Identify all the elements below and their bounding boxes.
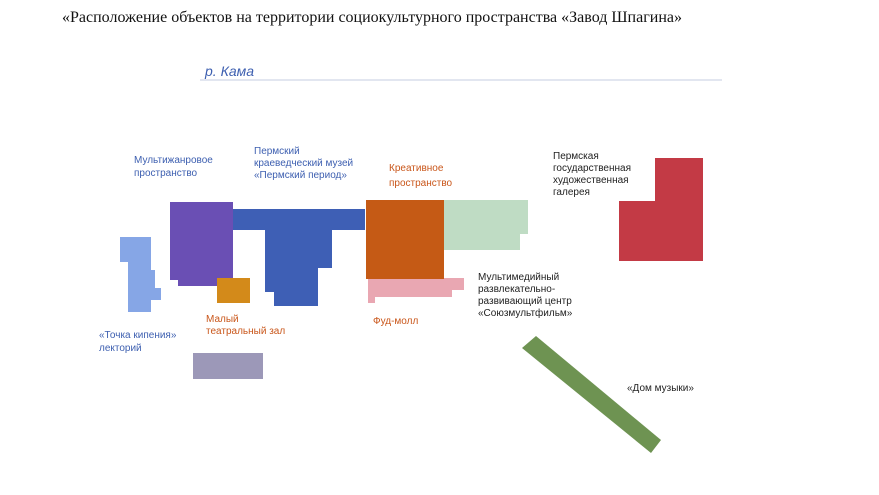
gallery-label-line: галерея [553,187,590,198]
maly-teatr-building [217,278,250,303]
dom-label [627,383,694,394]
multgenre-label-line: пространство [134,168,198,179]
soyuzmult-label-line: развивающий центр [478,296,572,307]
museum-label-line: Пермский [254,146,300,157]
multgenre-label [134,155,213,179]
museum-building [233,209,365,306]
page-title: «Расположение объектов на территории социокультурного пространства «Завод Шпагина» [62,9,682,26]
soyuzmult-label [478,272,573,319]
maly-label [206,314,285,337]
creative-label-line: Креативное [389,163,444,174]
multgenre-label-line: Мультижанровое [134,155,213,166]
soyuzmult-label-line: развлекательно- [478,284,556,295]
museum-label-line: краеведческий музей [254,158,354,169]
gallery-building [619,158,703,261]
creative-label [389,163,453,189]
food-label [373,316,418,327]
soyuzmult-label-line: Мультимедийный [478,272,560,283]
creative-space-building [366,200,444,279]
gallery-label [553,151,631,198]
creative-label-line: пространство [389,178,453,189]
gray-block [193,353,263,379]
dom-label-line: «Дом музыки» [627,383,694,394]
multgenre-building [170,202,233,286]
soyuzmult-building [444,200,528,250]
tochka-label-line: лекторий [99,343,142,354]
dom-muzyki-building [522,336,661,453]
tochka-label-line: «Точка кипения» [99,330,177,341]
maly-label-line: театральный зал [206,326,286,337]
maly-label-line: Малый [206,314,239,325]
river-label: р. Кама [205,63,254,79]
soyuzmult-label-line: «Союзмультфильм» [478,308,573,319]
food-mall-building [368,278,464,303]
museum-label [254,146,353,181]
museum-label-line: «Пермский период» [254,170,347,181]
tochka-kipeniya-building [120,237,161,312]
food-label-line: Фуд-молл [373,316,419,327]
gallery-label-line: государственная [553,163,631,174]
gallery-label-line: Пермская [553,151,599,162]
gallery-label-line: художественная [553,175,629,186]
tochka-label [99,330,177,354]
